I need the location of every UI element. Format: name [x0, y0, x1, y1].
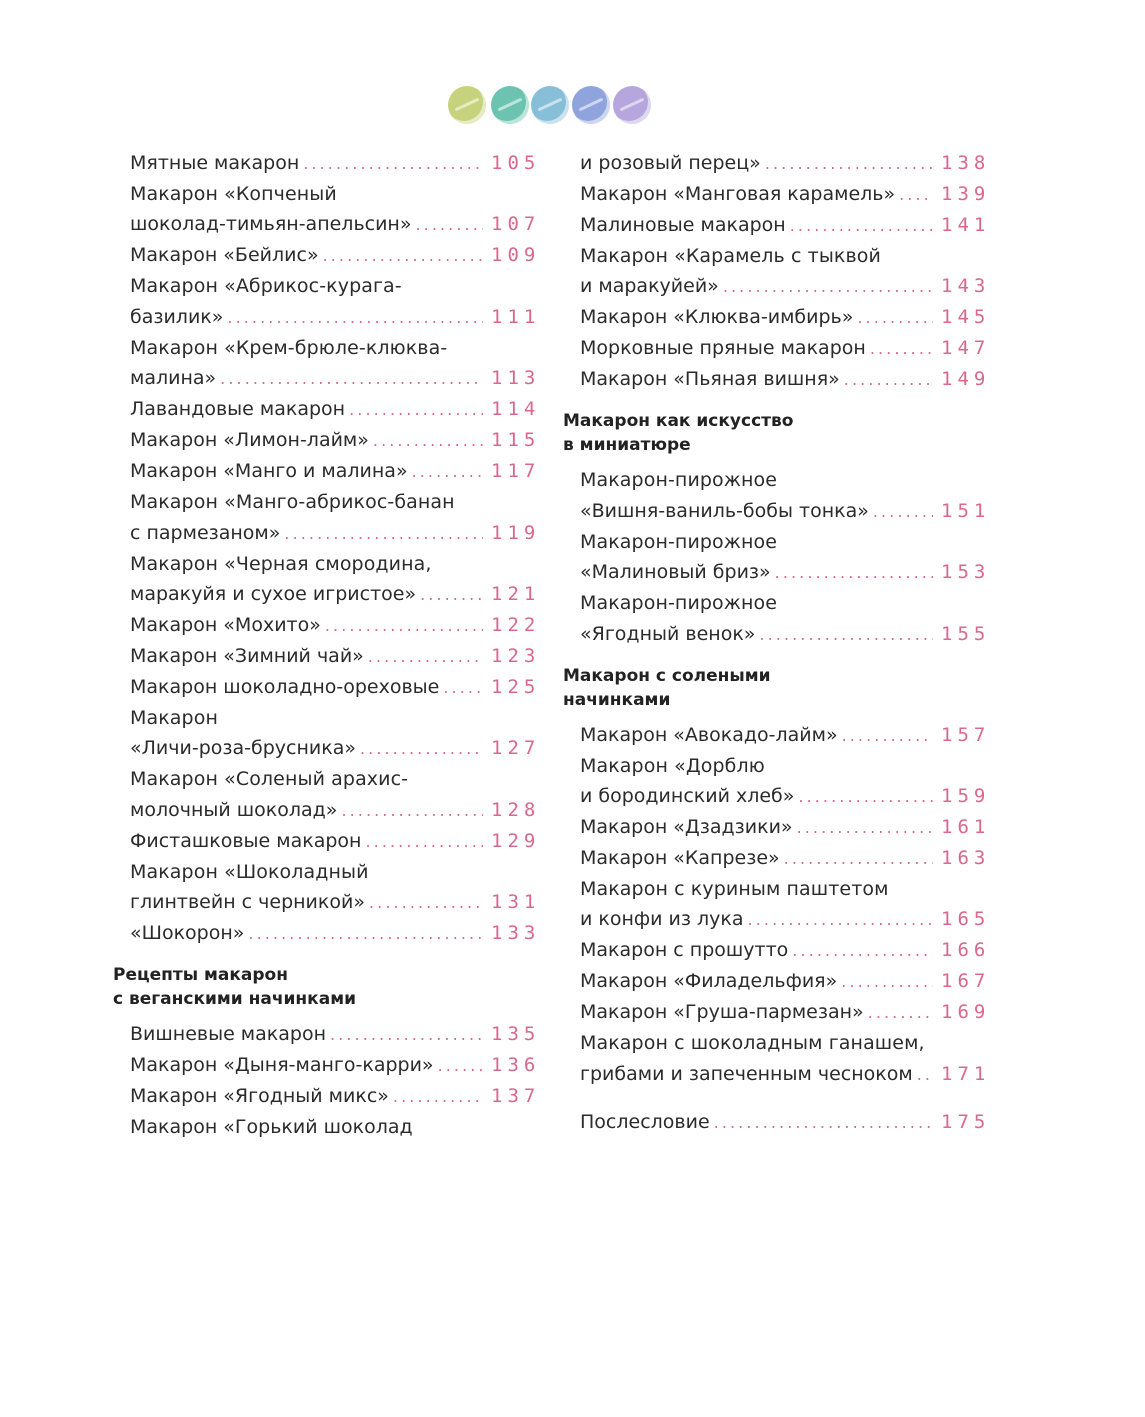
dot-leader	[325, 611, 483, 641]
dot-leader	[365, 827, 483, 857]
entry-title-line: Макарон «Бейлис»	[130, 244, 319, 267]
toc-entry[interactable]	[563, 997, 993, 1028]
toc-entry[interactable]	[113, 1081, 543, 1112]
entry-title-line: Макарон «Пьяная вишня»	[580, 368, 840, 391]
page-number: 138	[941, 152, 991, 174]
entry-title-line: Лавандовые макарон	[130, 398, 346, 421]
entry-title-line: и бородинский хлеб»	[580, 785, 795, 808]
dot-leader	[227, 303, 483, 333]
dot-leader	[841, 967, 933, 997]
entry-title-line: Макарон-пирожное	[580, 592, 778, 615]
toc-entry[interactable]	[113, 487, 543, 548]
entry-title-line: Мятные макарон	[130, 152, 300, 174]
entry-title-line: Макарон «Ягодный микс»	[130, 1085, 389, 1108]
toc-entry[interactable]	[113, 826, 543, 857]
page-number: 107	[491, 213, 541, 236]
teal-dot	[491, 86, 529, 124]
page-number: 136	[491, 1054, 541, 1077]
entry-title-line: Морковные пряные макарон	[580, 337, 866, 360]
entry-title-line: Макарон «Зимний чай»	[130, 645, 364, 668]
toc-entry[interactable]	[563, 1107, 993, 1138]
dot-leader	[369, 888, 483, 918]
entry-title-line: Макарон «Черная смородина,	[130, 552, 432, 575]
dot-leader	[373, 426, 483, 456]
toc-entry[interactable]	[113, 456, 543, 487]
entry-title-line: глинтвейн с черникой»	[130, 891, 365, 914]
dot-leader	[284, 519, 483, 549]
entry-title-line: маракуйя и сухое игристое»	[130, 583, 417, 606]
toc-entry[interactable]	[563, 333, 993, 364]
entry-title-line: и маракуйей»	[580, 275, 719, 298]
entry-title-line: Макарон «Дзадзики»	[580, 816, 793, 839]
dot-leader	[765, 149, 933, 179]
toc-entry[interactable]	[563, 148, 993, 179]
entry-title-line: Макарон «Горький шоколад	[130, 1116, 413, 1139]
toc-entry[interactable]	[563, 210, 993, 241]
toc-entry[interactable]	[563, 812, 993, 843]
entry-title-line: малина»	[130, 367, 217, 390]
section-heading: Рецепты макарон с веганскими начинками	[113, 965, 356, 1010]
page-number: 127	[491, 737, 541, 760]
page-number: 155	[941, 622, 991, 645]
page-number: 117	[491, 460, 541, 483]
toc-entry[interactable]	[563, 935, 993, 966]
page-number: 163	[941, 847, 991, 870]
entry-title-line: Макарон «Авокадо-лайм»	[580, 723, 838, 746]
page-number: 145	[941, 306, 991, 329]
entry-title-line: Макарон с куриным паштетом	[580, 878, 889, 901]
entry-title-line: Макарон «Капрезе»	[580, 847, 780, 870]
page-number: 169	[941, 1001, 991, 1024]
dot-leader	[438, 1051, 483, 1081]
entry-title-line: Макарон-пирожное	[580, 469, 778, 492]
page-number: 153	[941, 561, 991, 584]
dot-leader	[759, 620, 933, 650]
entry-title-line: Макарон «Филадельфия»	[580, 970, 838, 993]
dot-leader	[420, 580, 483, 610]
toc-entry[interactable]	[563, 966, 993, 997]
page-number: 161	[941, 816, 991, 839]
dot-leader	[368, 642, 483, 672]
toc-entry[interactable]	[563, 241, 993, 302]
entry-title-line: Макарон «Крем-брюле-клюква-	[130, 336, 448, 359]
toc-entry[interactable]	[113, 333, 543, 394]
page-number: 149	[941, 368, 991, 391]
dot-leader	[723, 272, 933, 302]
entry-title-line: базилик»	[130, 305, 224, 328]
dot-leader	[798, 782, 933, 812]
entry-title-line: молочный шоколад»	[130, 798, 338, 821]
dot-leader	[748, 905, 933, 935]
toc-entry[interactable]	[113, 672, 543, 703]
page-number: 171	[941, 1062, 991, 1085]
entry-title-line: Макарон «Груша-пармезан»	[580, 1001, 864, 1024]
page-number: 125	[491, 676, 541, 699]
dot-leader	[842, 721, 933, 751]
dot-leader	[303, 149, 483, 179]
page-number: 151	[941, 499, 991, 522]
entry-title-line: «Шокорон»	[130, 922, 245, 945]
dot-leader	[248, 919, 483, 949]
dot-leader	[873, 497, 933, 527]
toc-entry[interactable]	[563, 1028, 993, 1089]
toc-entry[interactable]	[563, 751, 993, 812]
entry-title-line: Макарон «Клюква-имбирь»	[580, 306, 854, 329]
toc-entry[interactable]	[113, 394, 543, 425]
lavender-dot	[613, 86, 651, 124]
entry-title-line: Фисташковые макарон	[130, 829, 362, 852]
dot-leader	[775, 558, 933, 588]
dot-leader	[443, 673, 483, 703]
entry-title-line: грибами и запеченным чесноком	[580, 1062, 913, 1085]
toc-entry[interactable]	[113, 148, 543, 179]
toc-entry[interactable]	[113, 857, 543, 918]
toc-entry[interactable]	[113, 610, 543, 641]
toc-entry[interactable]	[563, 364, 993, 395]
page-number: 147	[941, 337, 991, 360]
entry-title-line: Макарон «Дыня-манго-карри»	[130, 1054, 434, 1077]
entry-title-line: Макарон «Мохито»	[130, 614, 321, 637]
page-number: 165	[941, 908, 991, 931]
entry-title-line: Макарон «Дорблю	[580, 754, 765, 777]
dot-leader	[393, 1082, 483, 1112]
page-number: 159	[941, 785, 991, 808]
entry-title-line: и конфи из лука	[580, 908, 744, 931]
page-number: 141	[941, 214, 991, 236]
page-number: 123	[491, 645, 541, 668]
dot-leader	[844, 365, 933, 395]
page-number: 129	[491, 829, 541, 852]
page-number: 105	[491, 152, 541, 174]
page-number: 111	[491, 305, 541, 328]
page-number: 128	[491, 798, 541, 821]
entry-title-line: шоколад-тимьян-апельсин»	[130, 213, 412, 236]
entry-title-line: Макарон «Карамель с тыквой	[580, 245, 881, 267]
toc-right-column	[563, 148, 993, 1138]
toc-entry[interactable]	[563, 843, 993, 874]
dot-leader	[792, 936, 933, 966]
toc-entry[interactable]	[563, 302, 993, 333]
blue-dot	[531, 86, 569, 124]
toc-entry[interactable]	[113, 764, 543, 825]
entry-title-line: «Вишня-ваниль-бобы тонка»	[580, 499, 869, 522]
dot-leader	[797, 813, 933, 843]
page-number: 137	[491, 1085, 541, 1108]
entry-title-line: Макарон	[130, 707, 218, 730]
entry-title-line: «Малиновый бриз»	[580, 561, 771, 584]
section-heading: Макарон с солеными начинками	[563, 665, 771, 710]
toc-entry[interactable]	[113, 240, 543, 271]
periwinkle-dot	[572, 86, 610, 124]
dot-leader	[349, 395, 483, 425]
entry-title-line: Макарон «Соленый арахис-	[130, 768, 409, 791]
page-number: 122	[491, 614, 541, 637]
toc-entry[interactable]	[113, 918, 543, 949]
entry-title-line: Макарон шоколадно-ореховые	[130, 676, 440, 699]
green-dot	[448, 86, 486, 124]
toc-entry[interactable]	[113, 179, 543, 240]
toc-entry[interactable]	[563, 527, 993, 588]
dot-leader	[870, 334, 933, 364]
page-number: 133	[491, 922, 541, 945]
page-number: 109	[491, 244, 541, 267]
toc-entry[interactable]	[563, 465, 993, 526]
toc-entry[interactable]	[563, 874, 993, 935]
toc-entry[interactable]	[113, 641, 543, 672]
section-heading: Макарон как искусство в миниатюре	[563, 411, 794, 456]
entry-title-line: Макарон «Манговая карамель»	[580, 183, 896, 205]
dot-leader	[790, 211, 933, 241]
page-number: 119	[491, 521, 541, 544]
dot-leader	[868, 998, 933, 1028]
page-number: 114	[491, 398, 541, 421]
spacer	[563, 1090, 993, 1107]
dot-leader	[360, 734, 483, 764]
entry-title-line: Макарон с шоколадным ганашем,	[580, 1032, 925, 1055]
entry-title-line: Макарон «Манго-абрикос-банан	[130, 491, 455, 514]
dot-leader	[899, 180, 933, 210]
toc-entry[interactable]	[563, 588, 993, 649]
macaron-dots-decoration	[448, 83, 658, 127]
toc-entry[interactable]	[113, 549, 543, 610]
dot-leader	[341, 796, 483, 826]
dot-leader	[857, 303, 933, 333]
entry-title-line: Макарон-пирожное	[580, 530, 778, 553]
toc-entry[interactable]	[563, 720, 993, 751]
page-number: 135	[491, 1023, 541, 1046]
dot-leader	[220, 364, 483, 394]
page-number: 175	[941, 1110, 991, 1133]
toc-entry[interactable]	[113, 703, 543, 764]
dot-leader	[917, 1060, 933, 1090]
page-number: 143	[941, 275, 991, 298]
entry-title-line: Вишневые макарон	[130, 1023, 327, 1046]
toc-left-column	[113, 148, 543, 1143]
toc-entry[interactable]	[113, 271, 543, 332]
entry-title-line: Послесловие	[580, 1110, 710, 1133]
entry-title-line: Макарон «Копченый	[130, 183, 337, 205]
toc-entry[interactable]	[113, 1019, 543, 1050]
page-number: 167	[941, 970, 991, 993]
dot-leader	[412, 457, 483, 487]
page-number: 166	[941, 939, 991, 962]
page-number: 139	[941, 183, 991, 205]
page-number: 115	[491, 429, 541, 452]
entry-title-line: Макарон с прошутто	[580, 939, 789, 962]
page-number: 113	[491, 367, 541, 390]
dot-leader	[784, 844, 933, 874]
dot-leader	[714, 1108, 933, 1138]
entry-title-line: Макарон «Лимон-лайм»	[130, 429, 369, 452]
page-number: 157	[941, 723, 991, 746]
page-number: 131	[491, 891, 541, 914]
dot-leader	[323, 241, 483, 271]
entry-title-line: с пармезаном»	[130, 521, 281, 544]
toc-entry[interactable]	[113, 1050, 543, 1081]
entry-title-line: «Личи-роза-брусника»	[130, 737, 356, 760]
entry-title-line: Макарон «Манго и малина»	[130, 460, 408, 483]
entry-title-line: «Ягодный венок»	[580, 622, 756, 645]
toc-entry[interactable]	[113, 1112, 543, 1142]
dot-leader	[415, 210, 483, 240]
entry-title-line: и розовый перец»	[580, 152, 761, 174]
toc-entry[interactable]	[563, 179, 993, 210]
dot-leader	[330, 1020, 483, 1050]
entry-title-line: Макарон «Абрикос-курага-	[130, 275, 402, 298]
entry-title-line: Макарон «Шоколадный	[130, 860, 369, 883]
toc-entry[interactable]	[113, 425, 543, 456]
entry-title-line: Малиновые макарон	[580, 214, 786, 236]
page-number: 121	[491, 583, 541, 606]
